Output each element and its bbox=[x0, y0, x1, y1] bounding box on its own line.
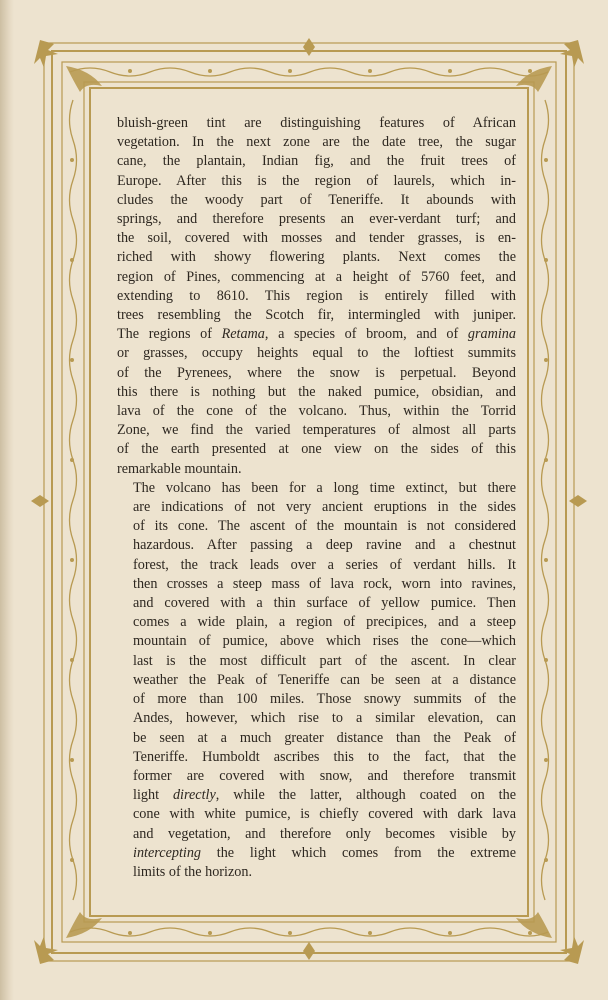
text-line: be seen at a much greater distance than the Peak of bbox=[133, 729, 516, 746]
text-line: and vegetation, and therefore only becomes visible by bbox=[133, 825, 516, 842]
text-line: region of Pines, commencing at a height of 5760 feet, and bbox=[117, 268, 516, 285]
text-line: lava of the cone of the volcano. Thus, within the Torrid bbox=[117, 403, 516, 420]
paragraph-2 bbox=[117, 479, 516, 882]
text-line: last is the most difficult part of the ascent. In clear bbox=[133, 652, 516, 669]
text-line: Zone, we find the varied temperatures of almost all parts bbox=[117, 422, 516, 439]
text-line: extending to 8610. This region is entirely filled with bbox=[117, 287, 516, 304]
text-line: then crosses a steep mass of lava rock, worn into ravines, bbox=[133, 575, 516, 592]
text-line: the soil, covered with mosses and tender grasses, is en- bbox=[117, 230, 516, 247]
text-line: Andes, however, which rise to a similar elevation, can bbox=[133, 710, 516, 727]
text-line: bluish-green tint are distinguishing features of African bbox=[117, 115, 516, 131]
paragraph-1 bbox=[117, 114, 516, 479]
text-line: riched with showy flowering plants. Next comes the bbox=[117, 249, 516, 266]
text-line: and covered with a thin surface of yellow pumice. Then bbox=[133, 595, 516, 612]
text-line: of the Pyrenees, where the snow is perpetual. Beyond bbox=[117, 364, 516, 381]
text-line: of more than 100 miles. Those snowy summits of the bbox=[133, 691, 516, 708]
text-line: limits of the horizon. bbox=[133, 863, 253, 880]
text-line: weather the Peak of Teneriffe can be seen at a distance bbox=[133, 671, 516, 688]
text-line: are indications of not very ancient eruptions in the sides bbox=[133, 499, 516, 516]
text-line: The volcano has been for a long time extinct, but there bbox=[133, 479, 516, 496]
text-line: this there is nothing but the naked pumice, obsidian, and bbox=[117, 383, 516, 400]
text-line: forest, the track leads over a series of verdant hills. It bbox=[133, 556, 516, 573]
text-line: former are covered with snow, and therefore transmit bbox=[133, 767, 516, 784]
text-line: or grasses, occupy heights equal to the loftiest summits bbox=[117, 345, 516, 362]
text-line: springs, and therefore presents an ever-verdant turf; and bbox=[117, 211, 516, 228]
text-line: cane, the plantain, Indian fig, and the fruit trees of bbox=[117, 153, 516, 170]
text-line: hazardous. After passing a deep ravine and a chestnut bbox=[133, 537, 516, 554]
text-line: The regions of Retama, a species of broom, and of gramina bbox=[117, 326, 516, 343]
page-text bbox=[117, 114, 516, 882]
text-line: mountain of pumice, above which rises the cone—which bbox=[133, 633, 516, 650]
text-line: cone with white pumice, is chiefly covered with dark lava bbox=[133, 806, 516, 823]
text-line: light directly, while the latter, although coated on the bbox=[133, 787, 516, 804]
text-line: Teneriffe. Humboldt ascribes this to the fact, that the bbox=[133, 748, 516, 765]
text-line: intercepting the light which comes from the extreme bbox=[133, 844, 516, 861]
text-line: comes a wide plain, a region of precipices, and a steep bbox=[133, 614, 516, 631]
text-line: of its cone. The ascent of the mountain is not considered bbox=[133, 518, 516, 535]
text-line: Europe. After this is the region of laurels, which in- bbox=[117, 172, 516, 189]
text-line: trees resembling the Scotch fir, intermingled with juniper. bbox=[117, 307, 516, 324]
text-line: remarkable mountain. bbox=[117, 460, 242, 477]
text-line: vegetation. In the next zone are the date tree, the sugar bbox=[117, 134, 516, 151]
text-line: cludes the woody part of Teneriffe. It abounds with bbox=[117, 191, 516, 208]
text-line: of the earth presented at one view on the sides of this bbox=[117, 441, 516, 458]
